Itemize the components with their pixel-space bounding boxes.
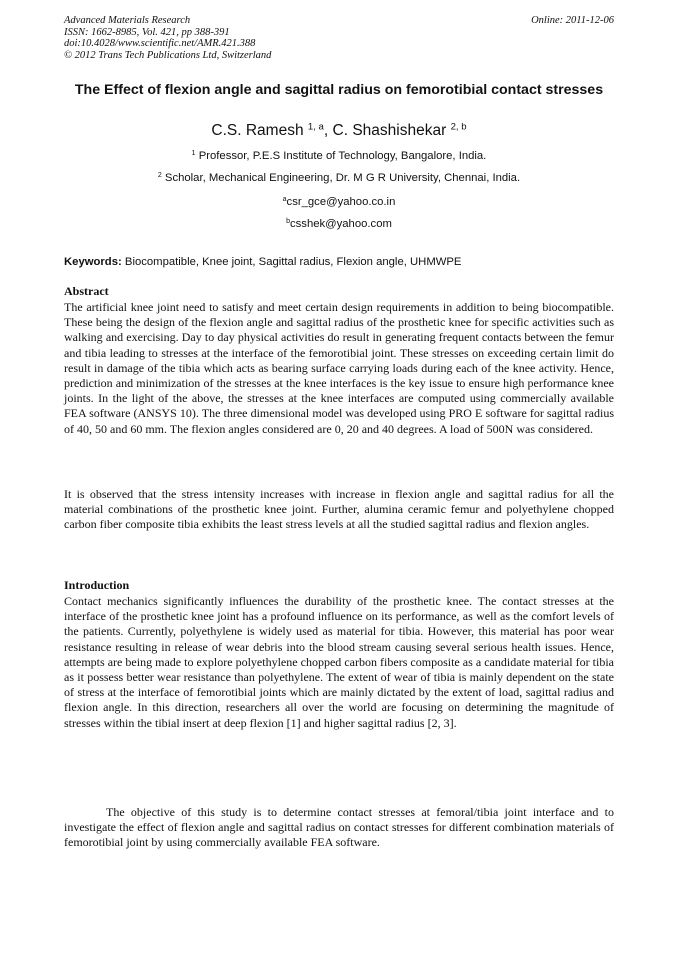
introduction-paragraph-1: Contact mechanics significantly influences the durability of the prosthetic knee. The contact stresses at the interface of the prosthetic knee joint has a profound influence on its performance, as well as the comfort levels of the patients. Currently, polyethylene is widely used as material for tibia. However, this material has poor wear resistance resulting in release of wear debris into the blood stream causing several serious health issues. Hence, attempts are being made to explore polyethylene chopped carbon fibers composite as a candidate material for tibia as it possess better wear resistance than polyethylene. The extent of wear of tibia is mainly dependent on the state of stress at the interface of femorotibial joints which are mainly dictated by the extent of load, sagittal radius and flexion angle. In this direction, researchers all over the world are focusing on determining the magnitude of stresses within the tibial insert at deep flexion [1] and higher sagittal radius [2, 3]. [64, 594, 614, 730]
keywords-text: Biocompatible, Knee joint, Sagittal radius, Flexion angle, UHMWPE [124, 256, 462, 268]
email-1-sup: a [282, 196, 287, 204]
journal-name: Advanced Materials Research [64, 15, 191, 26]
email-2 [64, 217, 614, 231]
abstract-paragraph-1: The artificial knee joint need to satisfy and meet certain design requirements in addition to being biocompatible. These being the design of the flexion angle and sagittal radius of the prosthetic knee for specific activities such as walking and exercising. Day to day physical activities do result in generating frequent contacts between the femur and tibia leading to stresses at the interface of the femorotibial joint. These stresses on exceeding certain limit do result in damage of the tibia which acts as bearing surface carrying loads during each of the knee activity. Hence, prediction and minimization of the stresses at the knee interfaces is the key issue to ensure high performance knee joints. In the light of the above, the stresses at the knee interfaces are computed using commercially available FEA software (ANSYS 10). The three dimensional model was developed using PRO E software for sagittal radius of 40, 50 and 60 mm. The flexion angles considered are 0, 20 and 40 degrees. A load of 500N was considered. [64, 300, 614, 436]
affiliation-1-text: Professor, P.E.S Institute of Technology, Bangalore, India. [198, 150, 487, 162]
keywords-label: Keywords: [64, 256, 122, 268]
author-1-sup: 1, a [307, 121, 324, 133]
author-line [64, 121, 614, 141]
online-date: Online: 2011-12-06 [531, 15, 614, 26]
keywords-line [64, 255, 614, 269]
abstract-heading: Abstract [64, 284, 109, 298]
affiliation-1-sup: 1 [191, 150, 196, 158]
issn-line: ISSN: 1662-8985, Vol. 421, pp 388-391 [64, 26, 230, 38]
journal-header [64, 15, 271, 61]
introduction-heading: Introduction [64, 578, 130, 592]
paper-title: The Effect of flexion angle and sagittal radius on femorotibial contact stresses [74, 82, 604, 98]
email-2-text: csshek@yahoo.com [290, 218, 392, 230]
author-1: C.S. Ramesh [211, 122, 304, 139]
abstract-paragraph-2: It is observed that the stress intensity increases with increase in flexion angle and sagittal radius for all the material combinations of the prosthetic knee joint. Further, alumina ceramic femur and polyethylene chopped carbon fiber composite tibia exhibits the least stress levels at all the studied sagittal radius and flexion angles. [64, 487, 614, 532]
affiliation-1 [64, 149, 614, 163]
affiliation-2 [64, 171, 614, 185]
affiliation-2-text: Scholar, Mechanical Engineering, Dr. M G R University, Chennai, India. [164, 172, 521, 184]
email-1 [64, 195, 614, 209]
email-1-text: csr_gce@yahoo.co.in [286, 196, 396, 208]
author-separator: , [323, 122, 333, 139]
email-2-sup: b [286, 218, 290, 226]
author-2-sup: 2, b [450, 121, 467, 133]
author-2: C. Shashishekar [332, 122, 447, 139]
introduction-paragraph-2: The objective of this study is to determine contact stresses at femoral/tibia joint interface and to investigate the effect of flexion angle and sagittal radius on contact stresses for different combination materials of femorotibial joint by using commercially available FEA software. [64, 805, 614, 850]
affiliation-2-sup: 2 [157, 172, 162, 180]
doi-line: doi:10.4028/www.scientific.net/AMR.421.388 [64, 38, 256, 49]
copyright-line: © 2012 Trans Tech Publications Ltd, Switzerland [64, 49, 272, 61]
